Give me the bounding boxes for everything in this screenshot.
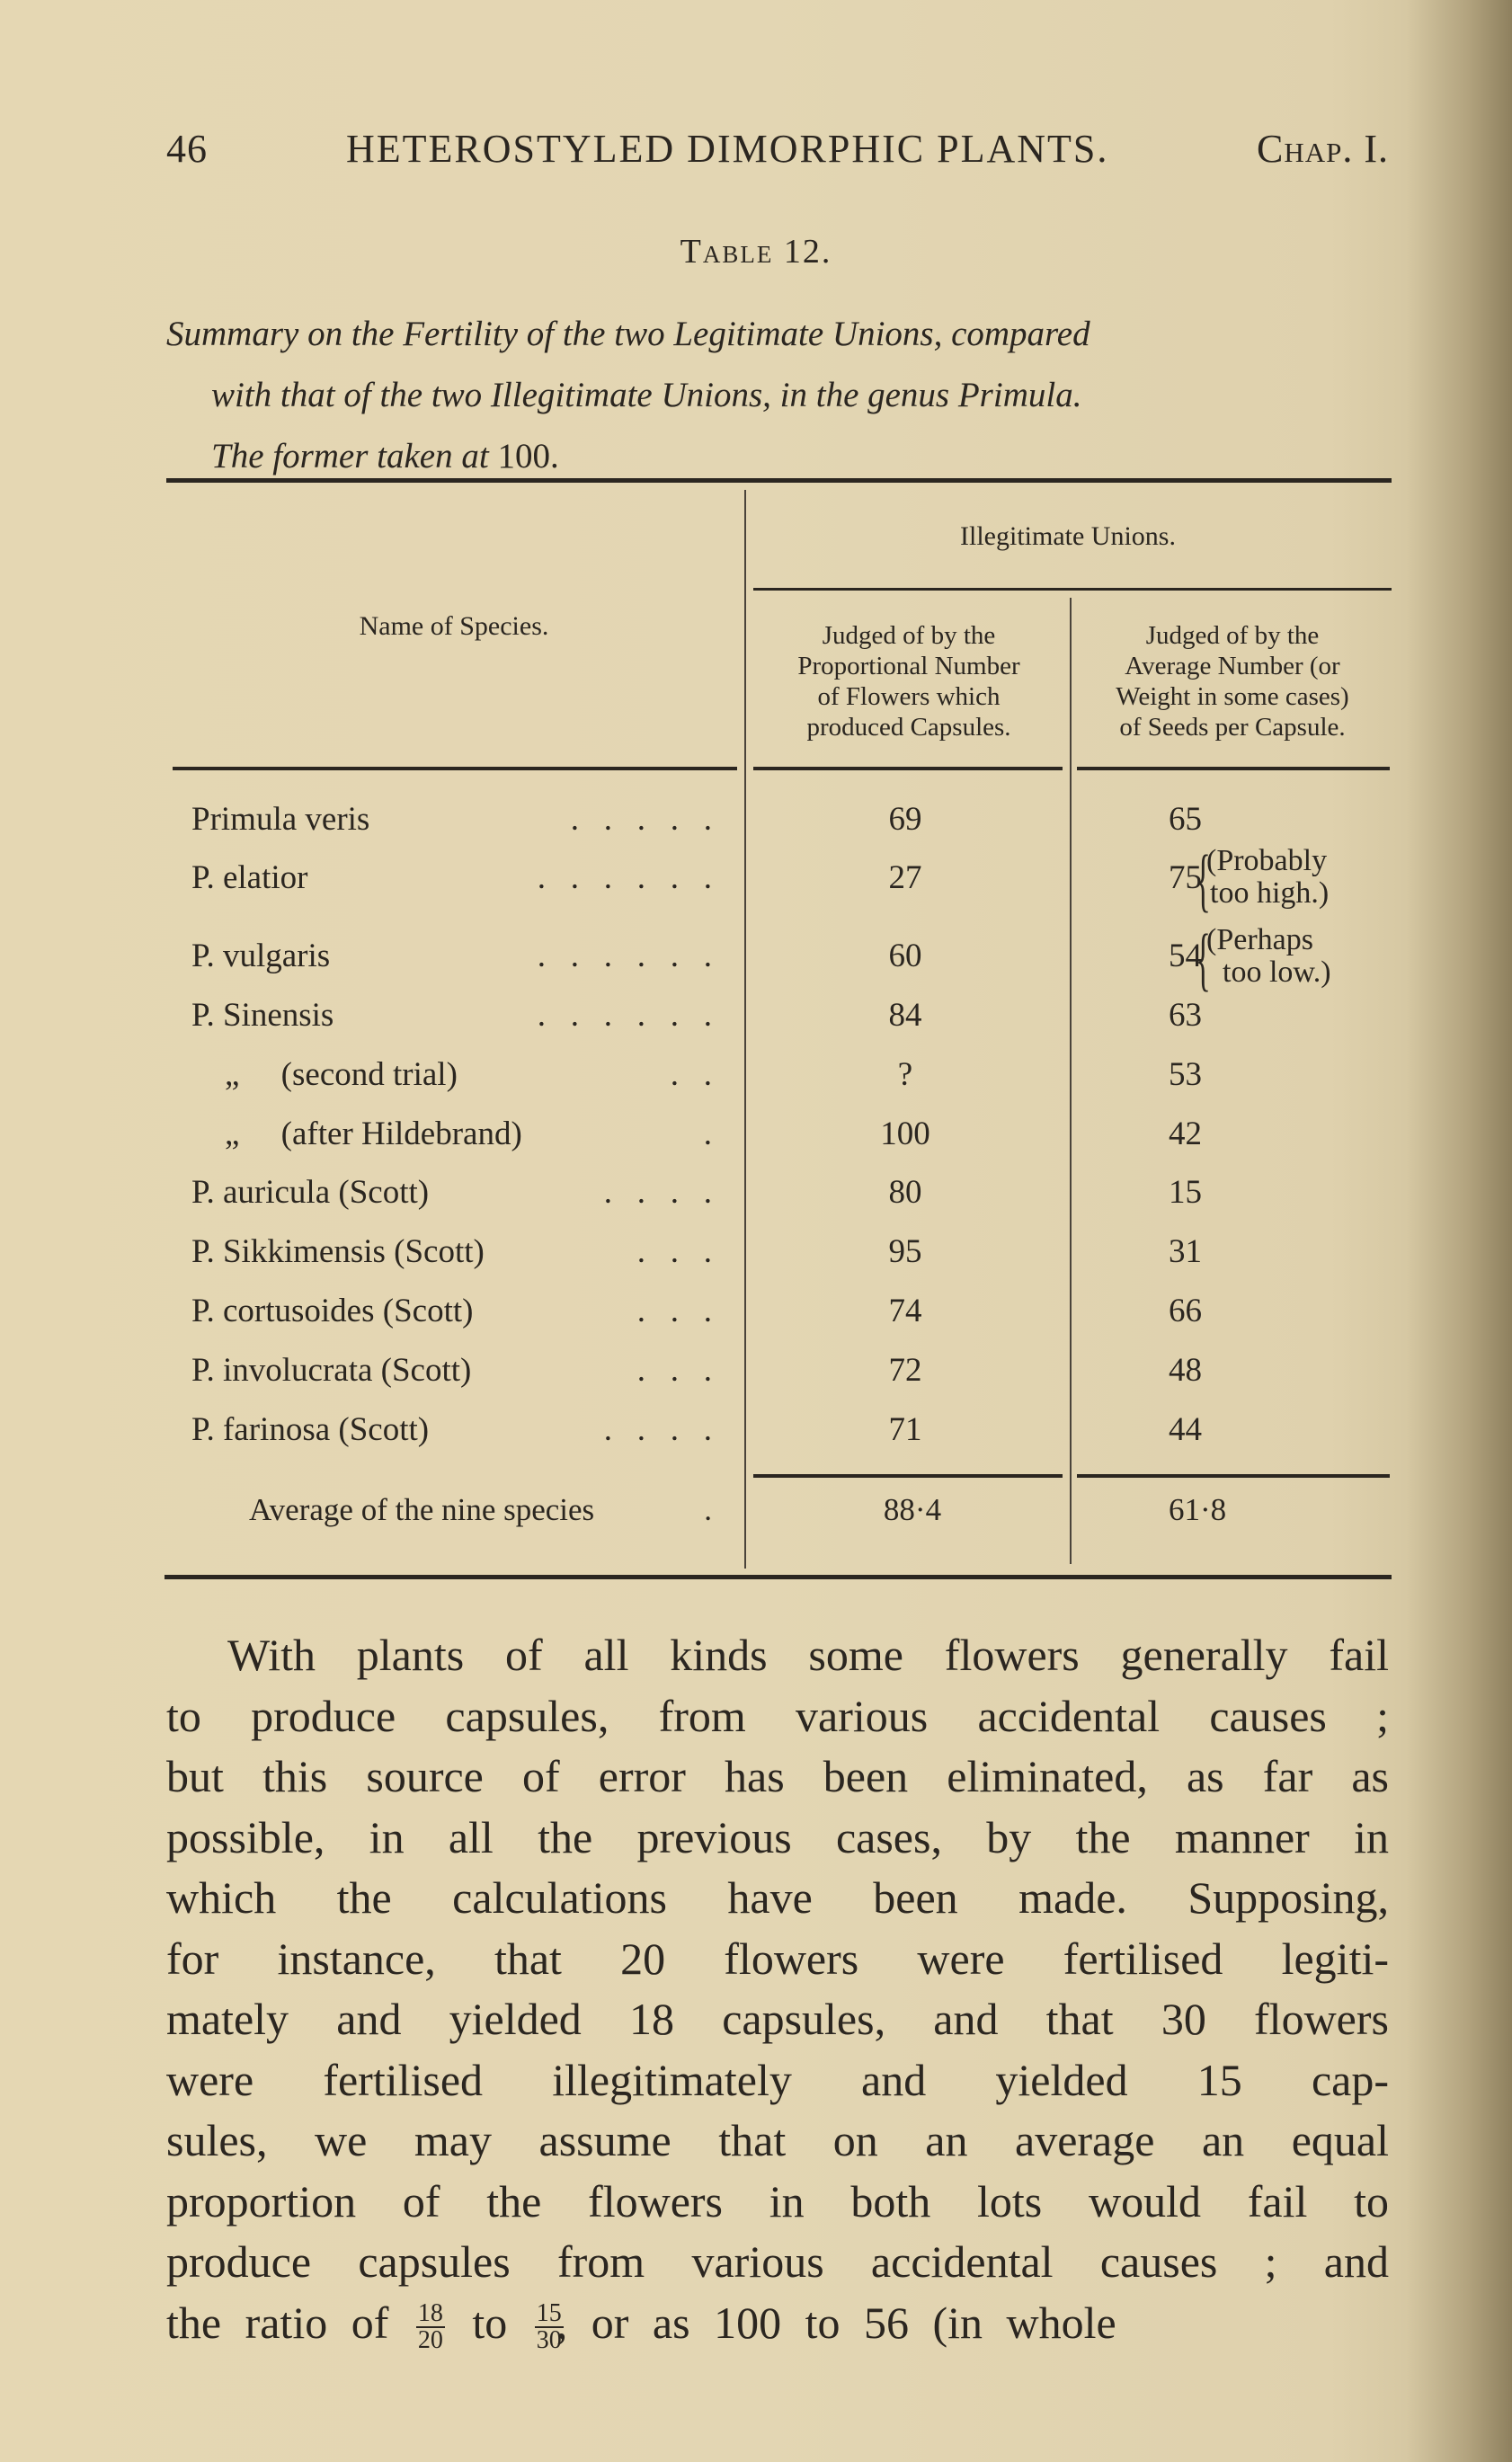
note-line: (Probably	[1206, 844, 1328, 877]
table-row	[0, 1232, 1512, 1286]
capsules-value: 60	[888, 938, 922, 974]
seeds-value: 65	[1169, 801, 1202, 838]
average-row	[0, 1492, 1512, 1546]
capsules-value: 80	[888, 1174, 922, 1211]
seeds-note	[1206, 845, 1329, 910]
seeds-value: 48	[1169, 1352, 1202, 1389]
running-title: HETEROSTYLED DIMORPHIC PLANTS.	[346, 127, 1109, 171]
capsules-value: 74	[888, 1293, 922, 1329]
header-bottom-rule	[1077, 767, 1390, 770]
page-number: 46	[166, 127, 208, 171]
text-line: for instance, that 20 flowers were fertilised legiti-	[166, 1933, 1389, 1984]
text-segment: to	[472, 2297, 508, 2348]
group-header-rule	[753, 588, 1392, 591]
table-row	[0, 1055, 1512, 1109]
capsules-value: 95	[888, 1233, 922, 1270]
text-segment: the ratio of	[166, 2297, 389, 2348]
caption-text: The former taken at	[211, 437, 498, 476]
leader-dots: . . . . .	[570, 801, 712, 838]
capsules-value: 72	[888, 1352, 922, 1389]
header-line: of Seeds per Capsule.	[1119, 713, 1346, 742]
species-name: „ (after Hildebrand)	[191, 1115, 522, 1152]
header-line: Judged of by the	[1145, 621, 1320, 650]
seeds-value: 63	[1169, 997, 1202, 1034]
table-top-rule	[166, 478, 1392, 483]
average-rule	[1077, 1474, 1390, 1478]
text-line: sules, we may assume that on an average an equal	[166, 2115, 1389, 2165]
note-line: too low.)	[1223, 955, 1331, 989]
table-row	[0, 1351, 1512, 1405]
brace-icon: {	[1196, 840, 1211, 919]
fraction-numerator: 15	[536, 2299, 562, 2328]
leader-dots: . . . .	[603, 1174, 712, 1211]
capsules-value: 100	[880, 1115, 930, 1152]
species-name: „ (second trial)	[191, 1056, 458, 1093]
leader-dots: . . . . . .	[537, 859, 712, 896]
table-row	[0, 996, 1512, 1050]
header-line: Judged of by the	[822, 621, 996, 650]
header-line: of Flowers which	[817, 682, 1001, 711]
capsules-value: 71	[888, 1411, 922, 1448]
average-label: Average of the nine species	[249, 1492, 595, 1527]
header-name-of-species: Name of Species.	[359, 611, 549, 641]
seeds-value: 66	[1169, 1293, 1202, 1329]
table-bottom-rule	[165, 1575, 1392, 1579]
leader-dots: . . . . . .	[537, 938, 712, 974]
table-caption	[166, 304, 1389, 487]
leader-dots: . . . . . .	[537, 997, 712, 1034]
seeds-note	[1206, 924, 1331, 989]
average-capsules-value: 88·4	[883, 1492, 942, 1527]
text-line: to produce capsules, from various accidental causes ;	[166, 1690, 1389, 1741]
header-line: Proportional Number	[797, 652, 1020, 680]
seeds-value: 44	[1169, 1411, 1202, 1448]
header-line: produced Capsules.	[806, 713, 1011, 742]
seeds-value: 54	[1169, 938, 1202, 974]
table-row	[0, 1292, 1512, 1346]
text-line: With plants of all kinds some flowers generally fail	[227, 1630, 1389, 1680]
leader-dots: . . .	[636, 1352, 712, 1389]
caption-line: Summary on the Fertility of the two Legitimate Unions, compared	[166, 315, 1090, 353]
text-line: possible, in all the previous cases, by the manner in	[166, 1811, 1389, 1862]
fraction	[416, 2301, 445, 2353]
table-row	[0, 1410, 1512, 1464]
seeds-value: 31	[1169, 1233, 1202, 1270]
species-name: P. auricula (Scott)	[191, 1174, 430, 1211]
header-illegitimate-unions: Illegitimate Unions.	[960, 521, 1176, 551]
species-name: P. cortusoides (Scott)	[191, 1293, 474, 1329]
capsules-value: ?	[897, 1056, 913, 1093]
seeds-value: 53	[1169, 1056, 1202, 1093]
header-bottom-rule	[753, 767, 1063, 770]
leader-dots: .	[704, 1492, 712, 1527]
text-line: which the calculations have been made. Supposing,	[166, 1872, 1389, 1923]
brace-icon: {	[1196, 920, 1211, 998]
leader-dots: . . . .	[603, 1411, 712, 1448]
text-line: were fertilised illegitimately and yielded 15 cap-	[166, 2054, 1389, 2105]
text-line	[166, 2293, 1389, 2354]
header-bottom-rule	[173, 767, 737, 770]
species-name: Primula veris	[191, 801, 370, 838]
text-line: but this source of error has been eliminated, as far as	[166, 1751, 1389, 1801]
caption-line: with that of the two Illegitimate Unions, in the genus Primula.	[211, 376, 1082, 414]
header-line: Average Number (or	[1125, 652, 1340, 680]
seeds-value: 15	[1169, 1174, 1202, 1211]
table-row	[0, 1115, 1512, 1169]
species-name: P. Sikkimensis (Scott)	[191, 1233, 485, 1270]
leader-dots: . .	[670, 1056, 712, 1093]
note-line: too high.)	[1210, 876, 1330, 910]
species-name: P. involucrata (Scott)	[191, 1352, 472, 1389]
leader-dots: .	[703, 1115, 712, 1152]
body-paragraph	[166, 1625, 1389, 2353]
running-head	[166, 126, 1389, 180]
text-line: proportion of the flowers in both lots would fail to	[166, 2175, 1389, 2226]
seeds-value: 42	[1169, 1115, 1202, 1152]
species-name: P. Sinensis	[191, 997, 334, 1034]
chapter-label: Chap. I.	[1256, 127, 1389, 171]
table-label: Table 12.	[680, 233, 832, 271]
average-seeds-value: 61·8	[1169, 1492, 1227, 1527]
text-line: mately and yielded 18 capsules, and that 30 flowers	[166, 1994, 1389, 2044]
species-name: P. vulgaris	[191, 938, 331, 974]
fraction-denominator: 30	[536, 2326, 562, 2355]
header-capsules-column	[748, 620, 1070, 742]
fraction-denominator: 20	[417, 2326, 443, 2355]
caption-number: 100.	[497, 437, 559, 476]
capsules-value: 69	[888, 801, 922, 838]
text-line: produce capsules from various accidental causes ; and	[166, 2236, 1389, 2287]
fraction-numerator: 18	[417, 2299, 443, 2328]
note-line: (Perhaps	[1206, 923, 1313, 956]
table-row	[0, 1173, 1512, 1227]
species-name: P. farinosa (Scott)	[191, 1411, 430, 1448]
leader-dots: . . .	[636, 1293, 712, 1329]
text-segment: , or as 100 to 56 (in whole	[556, 2297, 1116, 2348]
capsules-value: 84	[888, 997, 922, 1034]
average-rule	[753, 1474, 1063, 1478]
capsules-value: 27	[888, 859, 922, 896]
species-name: P. elatior	[191, 859, 308, 896]
header-line: Weight in some cases)	[1116, 682, 1349, 711]
header-seeds-column	[1072, 620, 1393, 742]
seeds-value: 75	[1169, 859, 1202, 896]
leader-dots: . . .	[636, 1233, 712, 1270]
